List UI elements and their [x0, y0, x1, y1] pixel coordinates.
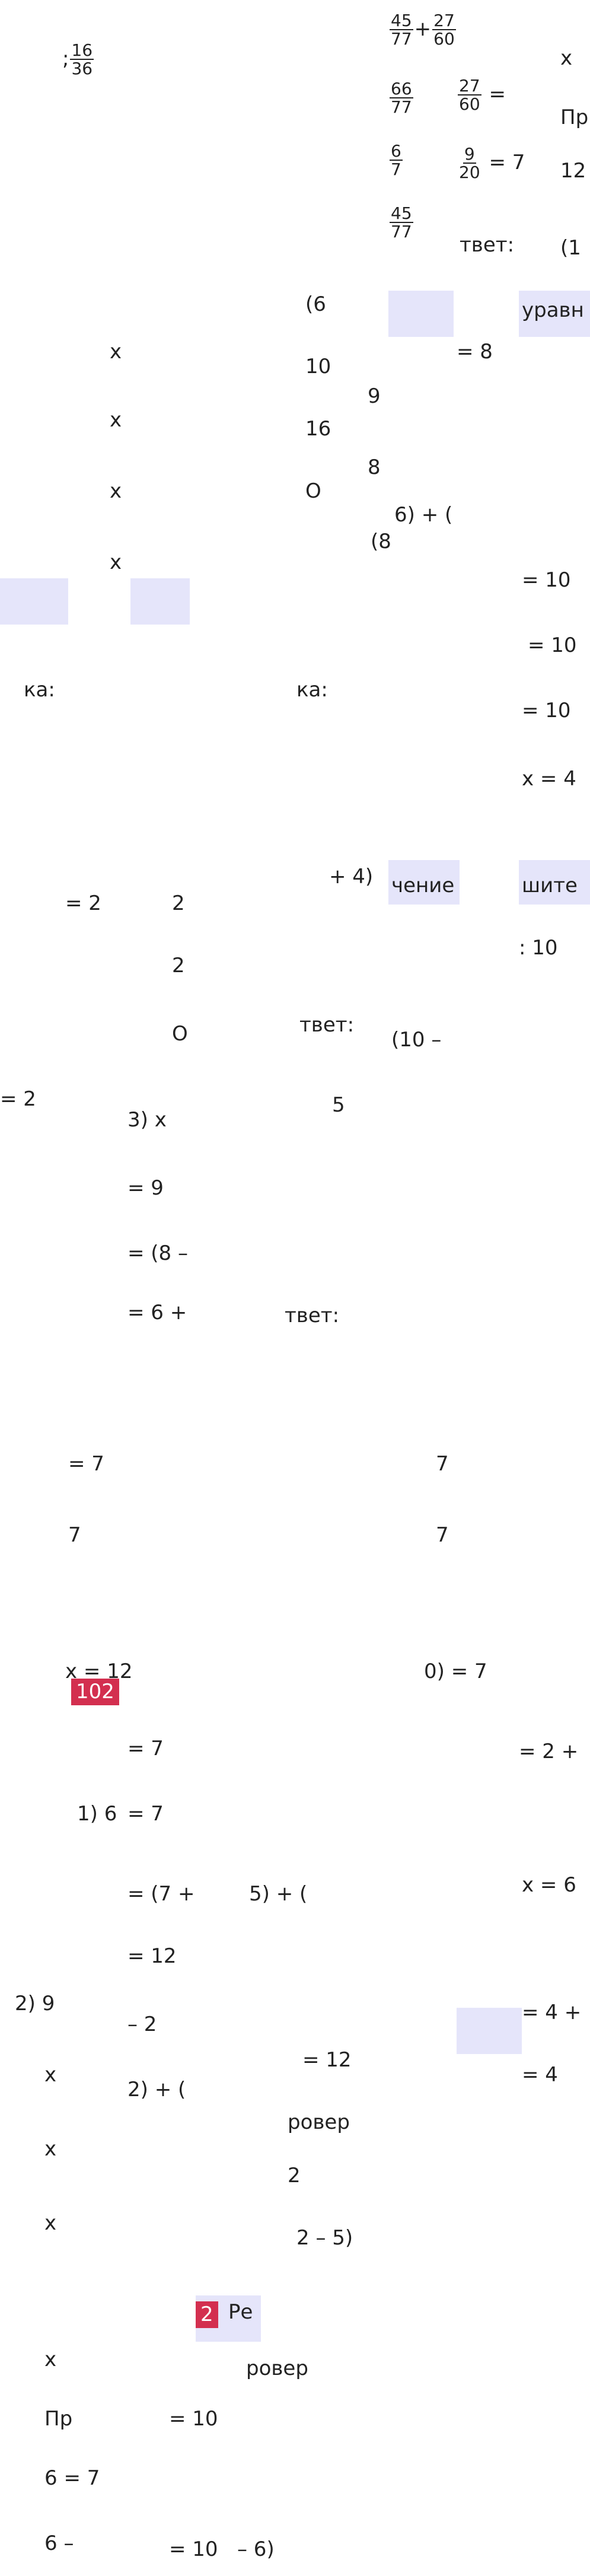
math-fragment: $\frac{6}{7}$ — [391, 141, 401, 180]
math-fragment: = 2 — [65, 891, 101, 915]
math-fragment: = 10 — [169, 2407, 218, 2431]
math-fragment: 6 = 7 — [44, 2466, 100, 2490]
math-fragment: – 2 — [127, 2013, 157, 2036]
math-fragment: = 10 — [169, 2537, 218, 2561]
math-fragment: 2 – 5) — [296, 2226, 353, 2250]
math-fragment: = 4 — [522, 2063, 558, 2087]
math-fragment: = (7 + — [127, 1882, 195, 1906]
math-fragment: 0) = 7 — [424, 1660, 487, 1683]
math-fragment: x — [560, 46, 573, 70]
math-fragment: 10 — [305, 355, 331, 378]
task-number-badge: 2 — [196, 2301, 218, 2328]
math-fragment: Ре — [228, 2300, 253, 2324]
math-fragment: 2 — [288, 2164, 301, 2187]
math-fragment: 16 — [305, 417, 331, 441]
math-fragment: x — [44, 2063, 57, 2087]
math-fragment: (10 – — [391, 1028, 442, 1052]
math-fragment: 12 — [560, 159, 586, 183]
math-fragment: 7 — [68, 1523, 81, 1547]
math-fragment: ка: — [24, 678, 55, 702]
math-fragment: : 10 — [519, 936, 558, 960]
math-fragment: ровер — [246, 2357, 308, 2380]
math-fragment: $\frac{66}{77}$ — [391, 79, 412, 117]
math-fragment: x = 12 — [65, 1660, 133, 1683]
math-fragment: $\frac{27}{60}$ = — [459, 76, 506, 114]
math-fragment: x = 6 — [522, 1873, 576, 1897]
math-fragment: Пр — [560, 106, 589, 129]
math-fragment: x — [110, 479, 122, 503]
math-fragment: уравн — [522, 298, 584, 322]
math-fragment: = 7 — [127, 1737, 164, 1760]
math-fragment: 8 — [368, 456, 381, 479]
math-fragment: 7 — [436, 1452, 449, 1476]
math-fragment: 9 — [368, 384, 381, 408]
math-fragment: 2 — [172, 891, 185, 915]
math-fragment: = 9 — [127, 1176, 164, 1200]
math-fragment: чение — [391, 874, 455, 897]
math-fragment: ровер — [288, 2110, 350, 2134]
math-fragment: 5) + ( — [249, 1882, 308, 1906]
math-fragment: твет: — [285, 1304, 340, 1327]
math-fragment: x = 4 — [522, 767, 576, 791]
math-fragment: твет: — [299, 1013, 355, 1037]
math-fragment: твет: — [460, 233, 515, 257]
math-fragment: x — [44, 2211, 57, 2235]
math-fragment: O — [305, 479, 321, 503]
math-fragment: (8 — [371, 530, 391, 553]
highlight-bar — [0, 578, 68, 625]
math-fragment: 6) + ( — [394, 503, 453, 527]
math-fragment: шите — [522, 874, 578, 897]
math-fragment: 6 – — [44, 2532, 74, 2555]
math-fragment: 2 — [172, 954, 185, 977]
math-fragment: ; $\frac{16}{36}$ — [62, 40, 93, 79]
math-fragment: x — [110, 408, 122, 432]
math-fragment: O — [172, 1022, 188, 1046]
highlight-bar — [388, 291, 454, 337]
math-fragment: 5 — [332, 1093, 345, 1117]
math-fragment: x — [110, 340, 122, 364]
math-fragment: x — [110, 550, 122, 574]
math-fragment: = 7 — [127, 1802, 164, 1826]
math-fragment: Пр — [44, 2407, 73, 2431]
math-fragment: – 6) — [237, 2537, 275, 2561]
math-fragment: = 8 — [457, 340, 493, 364]
task-number-badge: 102 — [71, 1679, 119, 1705]
math-fragment: = 2 — [0, 1087, 36, 1111]
math-fragment: = (8 – — [127, 1241, 188, 1265]
math-fragment: $\frac{45}{77}$ — [391, 203, 412, 242]
math-fragment: 3) x — [127, 1108, 167, 1132]
highlight-bar — [130, 578, 190, 625]
math-fragment: 2) 9 — [15, 1992, 55, 2015]
math-fragment: = 10 — [528, 633, 577, 657]
math-fragment: 2) + ( — [127, 2078, 186, 2101]
math-fragment: x — [44, 2137, 57, 2161]
math-fragment: 1) 6 — [77, 1802, 117, 1826]
math-fragment: $\frac{45}{77}$ + $\frac{27}{60}$ — [391, 11, 455, 49]
math-fragment: ка: — [296, 678, 328, 702]
math-fragment: $\frac{9}{20}$ = 7 — [459, 144, 525, 183]
math-fragment: = 10 — [522, 699, 571, 722]
math-fragment: = 7 — [68, 1452, 104, 1476]
math-fragment: 7 — [436, 1523, 449, 1547]
math-fragment: x — [44, 2348, 57, 2371]
math-fragment: = 10 — [522, 568, 571, 592]
math-fragment: = 4 + — [522, 2001, 582, 2024]
math-fragment: = 12 — [127, 1944, 177, 1968]
highlight-bar — [457, 2008, 522, 2054]
math-fragment: (6 — [305, 292, 326, 316]
math-fragment: + 4) — [329, 865, 374, 889]
math-fragment: = 6 + — [127, 1301, 187, 1324]
math-fragment: = 2 + — [519, 1740, 579, 1763]
math-fragment: (1 — [560, 236, 581, 260]
math-fragment: = 12 — [302, 2048, 352, 2072]
